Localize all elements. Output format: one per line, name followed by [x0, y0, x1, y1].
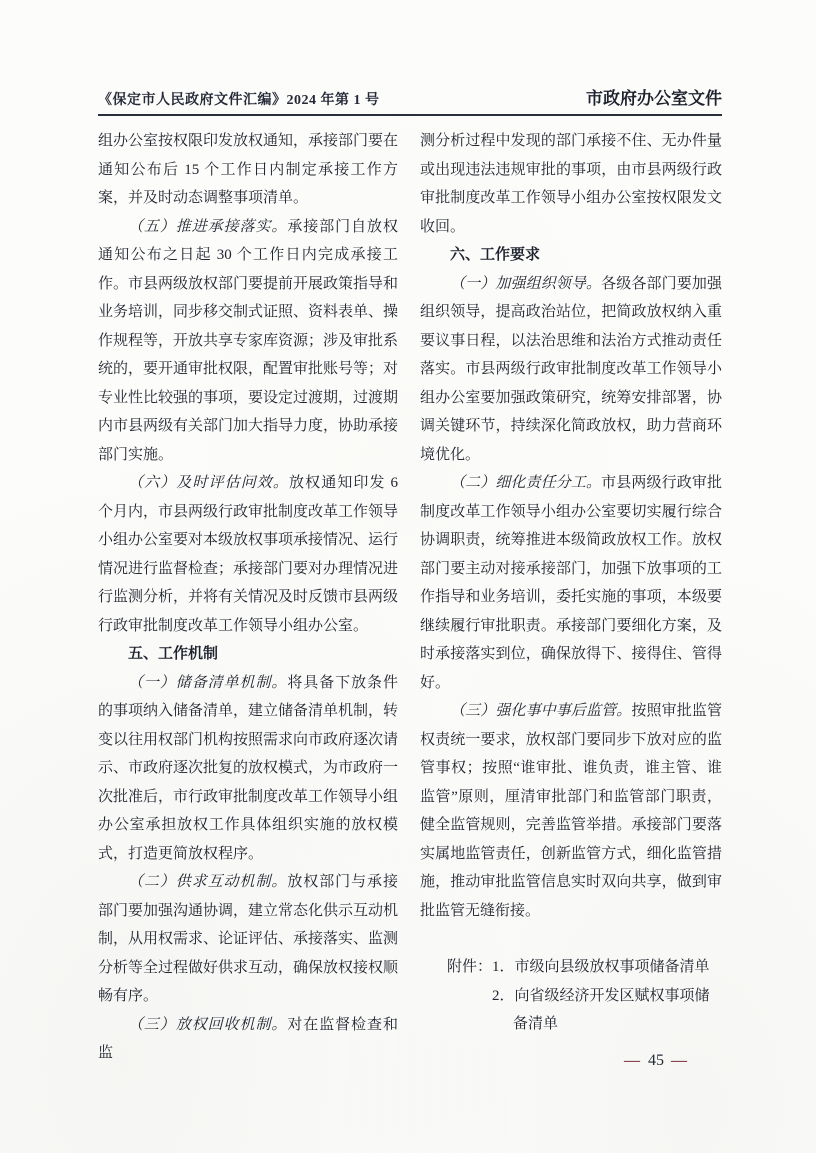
paragraph-lead: （二）供求互动机制。 [128, 874, 288, 890]
attachment-label: 附件： [447, 959, 493, 975]
page-number-value: 45 [648, 1051, 664, 1069]
right-column [420, 127, 722, 1073]
paragraph-text: 对在监督检查和监 [98, 1016, 398, 1061]
section-heading-6: 六、工作要求 [450, 246, 541, 263]
paragraph-text: 承接部门自放权通知公布之日起 30 个工作日内完成承接工作。市县两级放权部门要提前开展政策指导和业务培训，同步移交制式证照、资料表单、操作规程等，开放共享专家库资源；涉及审批系统的，要开通审批权限，配置审批账号等；对专业性比较强的事项，要设定过渡期，过渡期内市县两级有关部门加大指导力度，协助承接部门实施。 [98, 218, 399, 463]
paragraph-item-5 [98, 213, 398, 470]
page-header [98, 84, 722, 116]
paragraph-text: 各级各部门要加强组织领导，提高政治站位，把简政放权纳入重要议事日程，以法治思维和法治方式推动责任落实。市县两级行政审批制度改革工作领导小组办公室要加强政策研究，统筹安排部署，协调关键环节，持续深化简政放权，助力营商环境优化。 [420, 275, 722, 463]
paragraph-lead: （三）强化事中事后监管。 [450, 703, 632, 719]
page-number [420, 1049, 722, 1073]
header-doc-category: 市政府办公室文件 [586, 89, 722, 108]
page-number-dash-right: — [671, 1051, 688, 1069]
header-publication-title: 《保定市人民政府文件汇编》2024 年第 1 号 [98, 93, 380, 108]
document-body [98, 127, 722, 1073]
paragraph-item-1 [420, 270, 722, 470]
paragraph-lead: （三）放权回收机制。 [128, 1016, 288, 1033]
section-heading-5: 五、工作机制 [128, 645, 219, 662]
paragraph-item-2 [98, 868, 398, 1011]
paragraph-item-6 [98, 469, 398, 640]
paragraph-lead: （一）储备清单机制。 [128, 674, 288, 691]
left-column [98, 127, 398, 1073]
attachment-list [492, 953, 710, 1039]
paragraph-item-3 [420, 697, 722, 925]
attachment-item-1: 1．市级向县级放权事项储备清单 [492, 959, 710, 975]
paragraph-text: 市县两级行政审批制度改革工作领导小组办公室要切实履行综合协调职责，统筹推进本级简政放权工作。放权部门要主动对接承接部门，加强下放事项的工作指导和业务培训，委托实施的事项，本级要继续履行审批职责。承接部门要细化方案，及时承接落实到位，确保放得下、接得住、管得好。 [420, 475, 722, 691]
paragraph-text: 放权通知印发 6 个月内，市县两级行政审批制度改革工作领导小组办公室要对本级放权事项承接情况、运行情况进行监督检查；承接部门要对办理情况进行监测分析，并将有关情况及时反馈市县两级行政审批制度改革工作领导小组办公室。 [98, 475, 399, 634]
attachment-block [447, 953, 722, 1039]
paragraph-continuation: 测分析过程中发现的部门承接不住、无办件量或出现违法违规审批的事项，由市县两级行政审批制度改革工作领导小组办公室按权限发文收回。 [420, 133, 722, 235]
paragraph-lead: （六）及时评估问效。 [128, 475, 290, 491]
paragraph-item-2 [420, 469, 722, 697]
paragraph-text: 放权部门与承接部门要加强沟通协调，建立常态化供示互动机制，从用权需求、论证评估、承接落实、监测分析等全过程做好供求互动，确保放权接权顺畅有序。 [98, 874, 399, 1004]
paragraph-item-3 [98, 1011, 398, 1068]
paragraph-text: 将具备下放条件的事项纳入储备清单，建立储备清单机制，转变以往用权部门机构按照需求向市政府逐次请示、市政府逐次批复的放权模式，为市政府一次批准后，市行政审批制度改革工作领导小组办公室承担放权工作具体组织实施的放权模式，打造更简放权程序。 [98, 674, 399, 862]
paragraph-text: 按照审批监管权责统一要求，放权部门要同步下放对应的监管事权；按照“谁审批、谁负责，谁主管、谁监管”原则，厘清审批部门和监管部门职责，健全监管规则，完善监管举措。承接部门要落实属地监管责任，创新监管方式，细化监管措施，推动审批监管信息实时双向共享，做到审批监管无缝衔接。 [420, 703, 722, 919]
attachment-item-2-wrap: 备清单 [513, 1016, 559, 1032]
attachment-item-2: 2．向省级经济开发区赋权事项储 [492, 987, 710, 1004]
paragraph-continuation: 组办公室按权限印发放权通知，承接部门要在通知公布后 15 个工作日内制定承接工作方案，并及时动态调整事项清单。 [98, 133, 399, 206]
paragraph-lead: （二）细化责任分工。 [450, 475, 602, 491]
paragraph-lead: （一）加强组织领导。 [450, 275, 602, 292]
paragraph-item-1 [98, 669, 398, 869]
page-number-dash-left: — [624, 1051, 641, 1069]
paragraph-lead: （五）推进承接落实。 [128, 218, 288, 235]
